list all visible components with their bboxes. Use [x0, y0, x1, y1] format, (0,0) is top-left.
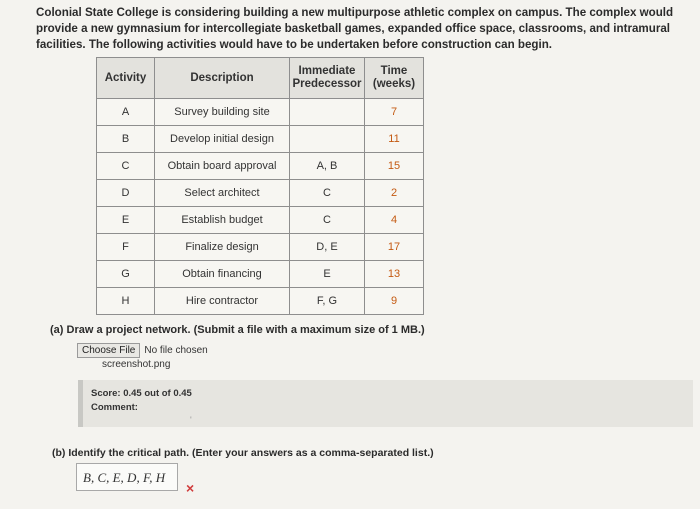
time-cell: 2	[365, 180, 424, 207]
time-cell: 9	[365, 288, 424, 315]
activity-cell: D	[97, 180, 155, 207]
predecessor-cell: D, E	[290, 234, 365, 261]
table-row	[97, 261, 424, 288]
predecessor-cell: C	[290, 207, 365, 234]
description-cell: Finalize design	[155, 234, 290, 261]
header-time: Time (weeks)	[365, 58, 424, 99]
comment-label: Comment:	[91, 402, 138, 413]
description-cell: Survey building site	[155, 99, 290, 126]
predecessor-cell: F, G	[290, 288, 365, 315]
header-activity: Activity	[97, 58, 155, 99]
header-predecessor: Immediate Predecessor	[290, 58, 365, 99]
activity-table	[96, 57, 424, 315]
predecessor-cell: C	[290, 180, 365, 207]
activity-cell: F	[97, 234, 155, 261]
table-row	[97, 288, 424, 315]
problem-intro: Colonial State College is considering building a new multipurpose athletic complex on campus. The complex would provide a new gymnasium for intercollegiate basketball games, expanded office space, classrooms, and intramural facilities. The following activities would have to be undertaken before construction can begin.	[36, 6, 674, 51]
stray-mark: '	[190, 415, 192, 425]
time-cell: 13	[365, 261, 424, 288]
description-cell: Hire contractor	[155, 288, 290, 315]
critical-path-answer-field[interactable]: B, C, E, D, F, H	[76, 463, 178, 491]
time-cell: 7	[365, 99, 424, 126]
file-upload-row	[77, 343, 208, 358]
incorrect-x-icon: ×	[186, 480, 195, 496]
header-description: Description	[155, 58, 290, 99]
description-cell: Select architect	[155, 180, 290, 207]
activity-cell: A	[97, 99, 155, 126]
table-row	[97, 180, 424, 207]
score-text: Score: 0.45 out of 0.45	[91, 388, 192, 399]
description-cell: Obtain financing	[155, 261, 290, 288]
score-box	[78, 380, 693, 427]
time-cell: 15	[365, 153, 424, 180]
description-cell: Establish budget	[155, 207, 290, 234]
activity-cell: B	[97, 126, 155, 153]
activity-cell: C	[97, 153, 155, 180]
part-a-prompt: (a) Draw a project network. (Submit a file with a maximum size of 1 MB.)	[50, 324, 425, 336]
description-cell: Develop initial design	[155, 126, 290, 153]
activity-cell: E	[97, 207, 155, 234]
predecessor-cell: A, B	[290, 153, 365, 180]
table-row	[97, 126, 424, 153]
activity-cell: G	[97, 261, 155, 288]
no-file-text: No file chosen	[144, 345, 208, 356]
time-cell: 4	[365, 207, 424, 234]
description-cell: Obtain board approval	[155, 153, 290, 180]
table-row	[97, 99, 424, 126]
uploaded-file-link[interactable]: screenshot.png	[102, 359, 171, 370]
table-row	[97, 234, 424, 261]
choose-file-button[interactable]: Choose File	[77, 343, 140, 358]
predecessor-cell	[290, 126, 365, 153]
table-row	[97, 207, 424, 234]
predecessor-cell: E	[290, 261, 365, 288]
table-row	[97, 153, 424, 180]
activity-cell: H	[97, 288, 155, 315]
predecessor-cell	[290, 99, 365, 126]
time-cell: 11	[365, 126, 424, 153]
part-b-prompt: (b) Identify the critical path. (Enter your answers as a comma-separated list.)	[52, 447, 434, 459]
time-cell: 17	[365, 234, 424, 261]
